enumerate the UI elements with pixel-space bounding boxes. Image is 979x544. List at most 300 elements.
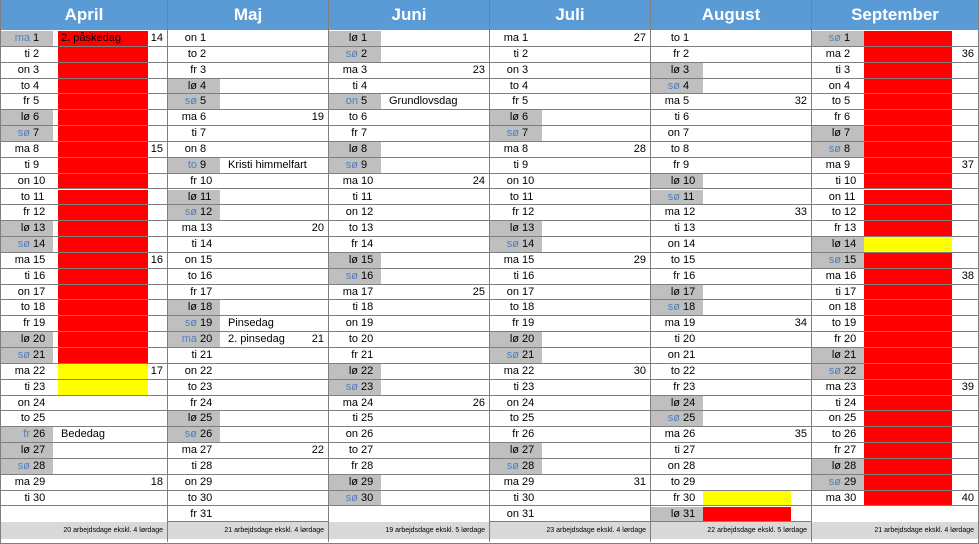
day-row[interactable] [490, 31, 650, 47]
day-row[interactable] [329, 411, 489, 427]
weekday-label: ti [191, 349, 197, 361]
day-row[interactable] [329, 221, 489, 237]
day-row[interactable] [1, 348, 167, 364]
day-number: 7 [361, 127, 368, 140]
day-row[interactable] [812, 142, 978, 158]
weekday-label: lø [20, 222, 30, 235]
weekday-label: ti [835, 396, 841, 409]
weekday-label: fr [673, 491, 680, 504]
day-row[interactable] [490, 364, 650, 380]
day-row[interactable] [329, 491, 489, 507]
day-row[interactable] [812, 94, 978, 110]
day-row[interactable] [651, 364, 811, 380]
day-row[interactable] [1, 221, 167, 237]
weekday-label: fr [190, 396, 197, 409]
day-row[interactable] [329, 348, 489, 364]
day-row[interactable] [1, 142, 167, 158]
day-row[interactable] [812, 158, 978, 174]
day-row[interactable] [1, 443, 167, 459]
weekday-label: fr [834, 333, 841, 346]
day-number: 21 [33, 349, 46, 361]
day-row[interactable] [329, 142, 489, 158]
day-row[interactable] [168, 348, 328, 364]
day-row[interactable] [1, 31, 167, 47]
day-row[interactable] [812, 443, 978, 459]
day-row[interactable] [812, 253, 978, 269]
day-row[interactable] [1, 253, 167, 269]
day-number: 8 [33, 142, 40, 155]
day-row[interactable] [651, 269, 811, 285]
weekday-label: to [509, 79, 519, 92]
red-block [864, 348, 952, 363]
day-row[interactable] [1, 190, 167, 206]
day-row[interactable] [490, 332, 650, 348]
weekday-label: lø [348, 253, 358, 266]
week-number: 39 [961, 380, 974, 393]
day-number: 16 [522, 269, 535, 282]
day-number: 6 [361, 111, 368, 124]
day-row[interactable] [812, 364, 978, 380]
day-row[interactable] [651, 285, 811, 301]
day-row[interactable] [168, 300, 328, 316]
weekday-label: on [506, 396, 519, 409]
day-row[interactable] [490, 253, 650, 269]
week-number: 38 [961, 269, 974, 282]
day-row[interactable] [168, 396, 328, 412]
day-row[interactable] [1, 110, 167, 126]
weekday-label: ma [503, 253, 519, 266]
day-row[interactable] [812, 47, 978, 63]
day-row[interactable] [490, 47, 650, 63]
day-row[interactable] [1, 411, 167, 427]
weekday-label: lø [670, 396, 680, 409]
day-number: 4 [33, 79, 40, 92]
holiday-label: 2. pinsedag [228, 333, 285, 346]
day-row[interactable] [1, 205, 167, 221]
day-row[interactable] [329, 79, 489, 95]
day-row[interactable] [812, 316, 978, 332]
day-row[interactable] [812, 237, 978, 253]
day-row[interactable] [651, 63, 811, 79]
day-number: 9 [522, 158, 529, 171]
day-row[interactable] [168, 316, 328, 332]
day-row[interactable] [1, 285, 167, 301]
day-row[interactable] [329, 285, 489, 301]
weekday-label: ma [825, 158, 841, 171]
day-row[interactable] [1, 79, 167, 95]
day-row[interactable] [168, 285, 328, 301]
weekday-label: sø [345, 269, 358, 282]
day-row[interactable] [490, 459, 650, 475]
day-row[interactable] [490, 300, 650, 316]
day-row[interactable] [329, 237, 489, 253]
day-row[interactable] [490, 411, 650, 427]
day-number: 13 [522, 222, 535, 235]
day-row[interactable] [490, 396, 650, 412]
day-row[interactable] [168, 269, 328, 285]
day-row[interactable] [651, 316, 811, 332]
day-row[interactable] [168, 221, 328, 237]
day-row[interactable] [812, 174, 978, 190]
weekday-label: to [20, 79, 30, 92]
weekday-label: fr [512, 95, 519, 108]
day-row[interactable] [168, 443, 328, 459]
day-row[interactable] [168, 110, 328, 126]
day-row[interactable] [168, 237, 328, 253]
day-row[interactable] [812, 300, 978, 316]
week-number: 22 [311, 444, 324, 457]
red-block [864, 411, 952, 426]
weekday-label: on [345, 95, 358, 108]
holiday-label: Bededag [61, 428, 106, 441]
week-number: 30 [633, 364, 646, 377]
weekday-label: fr [190, 174, 197, 187]
day-row[interactable] [329, 31, 489, 47]
day-row[interactable] [490, 221, 650, 237]
day-row[interactable] [651, 411, 811, 427]
weekday-label: lø [831, 127, 841, 140]
day-row[interactable] [329, 269, 489, 285]
day-number: 3 [683, 63, 690, 76]
day-number: 8 [683, 142, 690, 155]
day-row[interactable] [1, 396, 167, 412]
day-row[interactable] [1, 63, 167, 79]
day-row[interactable] [490, 427, 650, 443]
day-row[interactable] [651, 507, 811, 523]
weekday-label: on [828, 190, 841, 203]
day-row[interactable] [651, 253, 811, 269]
month-header: Juli [490, 0, 650, 30]
day-row[interactable] [812, 79, 978, 95]
day-row[interactable] [329, 253, 489, 269]
day-row[interactable] [1, 332, 167, 348]
day-row[interactable] [651, 491, 811, 507]
day-number: 31 [522, 507, 535, 520]
weekday-label: to [831, 95, 841, 108]
day-row[interactable] [329, 110, 489, 126]
day-row[interactable] [651, 190, 811, 206]
day-row[interactable] [168, 142, 328, 158]
day-row[interactable] [329, 396, 489, 412]
day-row[interactable] [168, 94, 328, 110]
day-row[interactable] [651, 174, 811, 190]
day-row[interactable] [490, 507, 650, 523]
day-row[interactable] [329, 300, 489, 316]
red-block [864, 142, 952, 157]
weekday-label: on [828, 301, 841, 314]
day-row[interactable] [329, 475, 489, 491]
day-row[interactable] [651, 221, 811, 237]
day-row[interactable] [812, 332, 978, 348]
day-row[interactable] [329, 427, 489, 443]
day-number: 8 [844, 142, 851, 155]
day-number: 9 [844, 158, 851, 171]
day-row[interactable] [490, 205, 650, 221]
weekday-label: lø [509, 222, 519, 235]
day-number: 16 [200, 269, 213, 282]
day-row[interactable] [651, 443, 811, 459]
day-row[interactable] [812, 269, 978, 285]
weekday-label: ti [191, 238, 197, 251]
day-number: 12 [844, 206, 857, 219]
day-row[interactable] [168, 459, 328, 475]
day-number: 5 [522, 95, 529, 108]
weekday-label: lø [348, 32, 358, 44]
day-row[interactable] [812, 63, 978, 79]
day-number: 28 [683, 459, 696, 472]
day-number: 6 [200, 111, 207, 124]
weekday-label: to [831, 428, 841, 441]
day-row[interactable] [812, 427, 978, 443]
day-row[interactable] [651, 237, 811, 253]
weekday-label: fr [673, 380, 680, 393]
day-number: 25 [361, 412, 374, 425]
weekday-label: sø [828, 364, 841, 377]
day-row[interactable] [812, 126, 978, 142]
weekday-label: sø [506, 238, 519, 251]
day-number: 29 [522, 475, 535, 488]
day-row[interactable] [168, 79, 328, 95]
weekday-label: lø [348, 142, 358, 155]
week-number: 16 [150, 253, 163, 266]
day-row[interactable] [490, 237, 650, 253]
day-row[interactable] [651, 47, 811, 63]
workdays-footer: 21 arbejdsdage ekskl. 4 lørdage [168, 522, 328, 539]
day-row[interactable] [168, 380, 328, 396]
weekday-label: sø [17, 127, 30, 140]
red-block [864, 94, 952, 109]
day-row[interactable] [168, 205, 328, 221]
day-number: 6 [844, 111, 851, 124]
red-block [58, 285, 148, 300]
day-number: 2 [683, 47, 690, 60]
day-row[interactable] [329, 443, 489, 459]
day-number: 31 [683, 507, 696, 520]
weekday-label: sø [506, 459, 519, 472]
day-row[interactable] [490, 348, 650, 364]
day-row[interactable] [1, 459, 167, 475]
day-row[interactable] [812, 491, 978, 507]
weekday-label: to [20, 412, 30, 425]
day-number: 15 [200, 253, 213, 266]
day-row[interactable] [490, 79, 650, 95]
weekday-label: ma [825, 47, 841, 60]
weekday-label: lø [509, 333, 519, 346]
day-row[interactable] [1, 364, 167, 380]
day-row[interactable] [490, 142, 650, 158]
week-number: 26 [472, 396, 485, 409]
day-row[interactable] [1, 47, 167, 63]
day-number: 18 [200, 301, 213, 314]
day-row[interactable] [329, 126, 489, 142]
day-row[interactable] [490, 174, 650, 190]
day-row[interactable] [490, 94, 650, 110]
day-row[interactable] [1, 126, 167, 142]
day-number: 22 [522, 364, 535, 377]
day-row[interactable] [490, 126, 650, 142]
weekday-label: to [670, 142, 680, 155]
day-row[interactable] [329, 94, 489, 110]
day-row[interactable] [651, 475, 811, 491]
day-row[interactable] [329, 332, 489, 348]
day-row[interactable] [651, 205, 811, 221]
day-row[interactable] [490, 63, 650, 79]
weekday-label: ti [191, 127, 197, 140]
day-row[interactable] [651, 158, 811, 174]
weekday-label: ti [191, 459, 197, 472]
day-row[interactable] [1, 380, 167, 396]
day-row[interactable] [651, 94, 811, 110]
week-number: 40 [961, 491, 974, 504]
red-block [864, 221, 952, 236]
day-row[interactable] [812, 221, 978, 237]
day-row[interactable] [168, 31, 328, 47]
day-row[interactable] [1, 237, 167, 253]
day-row[interactable] [812, 205, 978, 221]
day-row[interactable] [329, 316, 489, 332]
day-row[interactable] [168, 253, 328, 269]
day-row[interactable] [1, 475, 167, 491]
weekday-label: lø [509, 111, 519, 124]
day-row[interactable] [168, 126, 328, 142]
weekday-label: fr [190, 285, 197, 298]
day-row[interactable] [329, 364, 489, 380]
day-row[interactable] [651, 300, 811, 316]
day-row[interactable] [812, 411, 978, 427]
day-row[interactable] [651, 126, 811, 142]
day-row[interactable] [329, 47, 489, 63]
day-number: 25 [844, 412, 857, 425]
day-row[interactable] [1, 158, 167, 174]
month-column-juli [490, 0, 651, 542]
weekday-label: on [506, 285, 519, 298]
weekday-label: ma [825, 269, 841, 282]
day-row[interactable] [651, 31, 811, 47]
weekday-label: sø [345, 491, 358, 504]
day-row[interactable] [651, 110, 811, 126]
day-row[interactable] [168, 411, 328, 427]
day-row[interactable] [168, 491, 328, 507]
day-row[interactable] [490, 475, 650, 491]
day-row[interactable] [329, 174, 489, 190]
weekday-label: sø [17, 459, 30, 472]
day-number: 24 [683, 396, 696, 409]
day-row[interactable] [490, 158, 650, 174]
weekday-label: sø [184, 428, 197, 441]
day-row[interactable] [1, 94, 167, 110]
yellow-block [58, 380, 148, 395]
day-row[interactable] [329, 63, 489, 79]
day-number: 17 [33, 285, 46, 298]
day-row[interactable] [168, 190, 328, 206]
weekday-label: lø [831, 349, 841, 361]
day-row[interactable] [490, 380, 650, 396]
day-row[interactable] [490, 491, 650, 507]
day-number: 18 [361, 301, 374, 314]
day-row[interactable] [168, 427, 328, 443]
day-row[interactable] [168, 332, 328, 348]
day-row[interactable] [812, 190, 978, 206]
weekday-label: ma [664, 428, 680, 441]
weekday-label: on [184, 253, 197, 266]
day-row[interactable] [329, 205, 489, 221]
day-number: 14 [200, 238, 213, 251]
day-row[interactable] [329, 158, 489, 174]
day-number: 21 [844, 349, 857, 361]
day-row[interactable] [812, 380, 978, 396]
day-row[interactable] [168, 174, 328, 190]
month-header: April [1, 0, 167, 30]
day-row[interactable] [651, 79, 811, 95]
day-row[interactable] [812, 110, 978, 126]
day-row[interactable] [490, 316, 650, 332]
weekday-label: fr [512, 317, 519, 330]
day-number: 11 [361, 190, 373, 203]
weekday-label: fr [23, 428, 30, 441]
day-row[interactable] [168, 47, 328, 63]
weekday-label: ma [181, 111, 197, 124]
weekday-label: ti [352, 190, 358, 203]
day-row[interactable] [168, 364, 328, 380]
day-row[interactable] [168, 475, 328, 491]
day-row[interactable] [329, 190, 489, 206]
day-number: 22 [683, 364, 696, 377]
day-row[interactable] [1, 491, 167, 507]
day-row[interactable] [490, 285, 650, 301]
day-row[interactable] [490, 269, 650, 285]
day-row[interactable] [329, 459, 489, 475]
day-row[interactable] [168, 158, 328, 174]
day-row[interactable] [1, 174, 167, 190]
day-row[interactable] [651, 396, 811, 412]
day-number: 30 [522, 491, 535, 504]
day-row[interactable] [812, 475, 978, 491]
day-row[interactable] [812, 396, 978, 412]
day-row[interactable] [651, 348, 811, 364]
week-number: 14 [150, 32, 163, 44]
day-row[interactable] [490, 110, 650, 126]
weekday-label: ma [14, 253, 30, 266]
day-row[interactable] [812, 31, 978, 47]
weekday-label: fr [190, 507, 197, 520]
day-row[interactable] [1, 427, 167, 443]
day-row[interactable] [1, 300, 167, 316]
day-row[interactable] [651, 459, 811, 475]
day-number: 15 [844, 253, 857, 266]
day-row[interactable] [329, 380, 489, 396]
day-row[interactable] [168, 507, 328, 523]
day-row[interactable] [651, 142, 811, 158]
day-row[interactable] [651, 380, 811, 396]
day-row[interactable] [812, 285, 978, 301]
weekday-label: lø [831, 238, 841, 251]
week-number: 17 [150, 364, 163, 377]
day-row[interactable] [651, 427, 811, 443]
day-number: 7 [683, 127, 690, 140]
workdays-footer: 22 arbejdsdage ekskl. 5 lørdage [651, 522, 811, 539]
day-row[interactable] [168, 63, 328, 79]
day-row[interactable] [490, 443, 650, 459]
day-row[interactable] [812, 348, 978, 364]
red-block [864, 253, 952, 268]
day-number: 29 [33, 475, 46, 488]
day-row[interactable] [490, 190, 650, 206]
day-row[interactable] [812, 459, 978, 475]
day-row[interactable] [1, 316, 167, 332]
day-row[interactable] [651, 332, 811, 348]
day-row[interactable] [1, 269, 167, 285]
week-number: 31 [633, 475, 646, 488]
